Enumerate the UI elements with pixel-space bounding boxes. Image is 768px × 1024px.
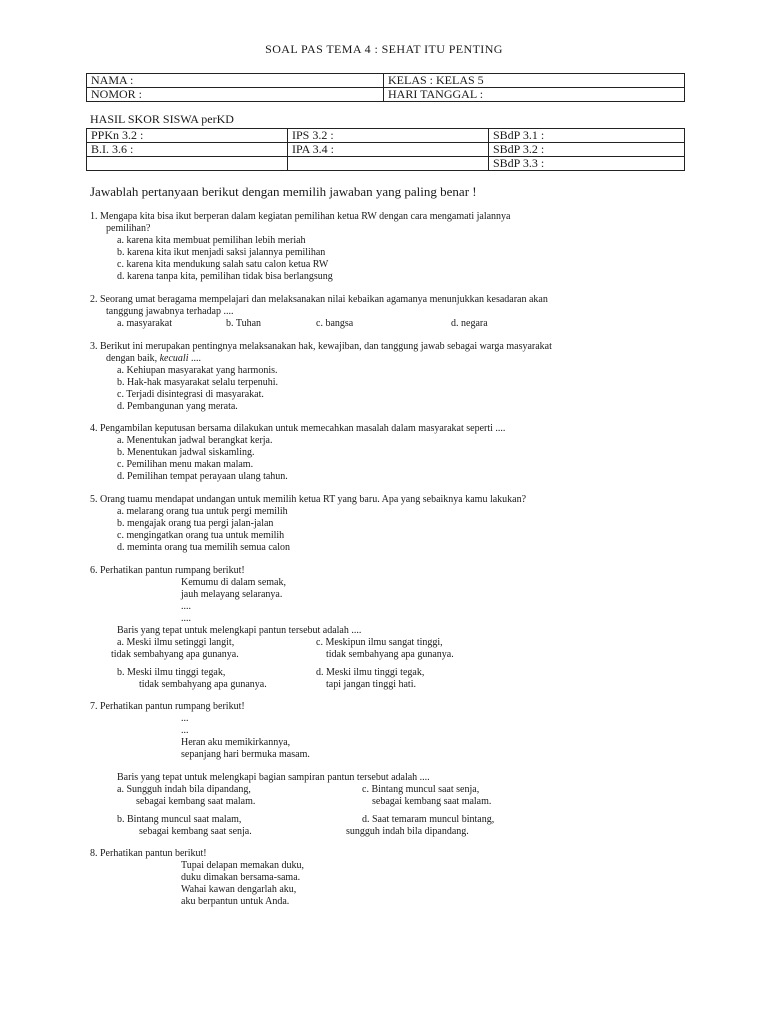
option-b[interactable]: b. karena kita ikut menjadi saksi jalannya pemilihan [117, 247, 326, 258]
option-b[interactable]: b. Meski ilmu tinggi tegak, [117, 667, 226, 678]
table-row [87, 157, 685, 171]
option-c[interactable]: c. Meskipun ilmu sangat tinggi, [316, 637, 443, 648]
score-cell[interactable]: IPS 3.2 : [288, 129, 489, 143]
question-text: 4. Pengambilan keputusan bersama dilakukan untuk memecahkan masalah dalam masyarakat seperti .... [90, 423, 506, 434]
question-text-part: .... [188, 353, 201, 364]
score-cell[interactable] [87, 157, 288, 171]
question-prompt: Baris yang tepat untuk melengkapi bagian sampiran pantun tersebut adalah .... [117, 772, 430, 783]
question-text [106, 353, 201, 365]
option-c[interactable]: c. mengingatkan orang tua untuk memilih [117, 530, 285, 541]
pantun-line: ... [181, 713, 189, 724]
nomor-cell[interactable]: NOMOR : [87, 88, 384, 102]
instruction: Jawablah pertanyaan berikut dengan memilih jawaban yang paling benar ! [90, 184, 477, 199]
table-row [87, 143, 685, 157]
option-d[interactable]: d. negara [451, 318, 488, 329]
option-a[interactable]: a. karena kita membuat pemilihan lebih meriah [117, 235, 306, 246]
score-heading: HASIL SKOR SISWA perKD [90, 112, 234, 126]
score-cell[interactable]: SBdP 3.3 : [489, 157, 685, 171]
score-cell[interactable]: IPA 3.4 : [288, 143, 489, 157]
option-c[interactable]: c. karena kita mendukung salah satu calon ketua RW [117, 259, 329, 270]
kelas-cell[interactable]: KELAS : KELAS 5 [384, 74, 685, 88]
option-d[interactable]: d. meminta orang tua memilih semua calon [117, 542, 291, 553]
option-d[interactable]: d. Pemilihan tempat perayaan ulang tahun. [117, 471, 288, 482]
pantun-line: duku dimakan bersama-sama. [181, 872, 301, 883]
pantun-line: .... [181, 613, 191, 624]
table-row [87, 88, 685, 102]
identity-table [86, 73, 685, 102]
pantun-line: aku berpantun untuk Anda. [181, 896, 290, 907]
option-d[interactable]: d. karena tanpa kita, pemilihan tidak bisa berlangsung [117, 271, 333, 282]
score-cell[interactable]: B.I. 3.6 : [87, 143, 288, 157]
score-cell[interactable]: SBdP 3.2 : [489, 143, 685, 157]
option-a[interactable]: a. masyarakat [117, 318, 172, 329]
score-cell[interactable]: PPKn 3.2 : [87, 129, 288, 143]
pantun-line: jauh melayang selaranya. [181, 589, 283, 600]
option-a[interactable]: a. melarang orang tua untuk pergi memilih [117, 506, 288, 517]
nama-cell[interactable]: NAMA : [87, 74, 384, 88]
option-a[interactable]: a. Kehiupan masyarakat yang harmonis. [117, 365, 278, 376]
option-c[interactable]: c. Terjadi disintegrasi di masyarakat. [117, 389, 264, 400]
question-prompt: Baris yang tepat untuk melengkapi pantun tersebut adalah .... [117, 625, 362, 636]
option-d-line2[interactable]: sungguh indah bila dipandang. [346, 826, 469, 837]
question-text: 8. Perhatikan pantun berikut! [90, 848, 207, 859]
question-text: 6. Perhatikan pantun rumpang berikut! [90, 565, 245, 576]
option-b-line2[interactable]: tidak sembahyang apa gunanya. [139, 679, 267, 690]
option-c[interactable]: c. bangsa [316, 318, 354, 329]
option-d[interactable]: d. Saat temaram muncul bintang, [362, 814, 495, 825]
option-b[interactable]: b. Tuhan [226, 318, 262, 329]
score-cell[interactable]: SBdP 3.1 : [489, 129, 685, 143]
pantun-line: Kemumu di dalam semak, [181, 577, 286, 588]
pantun-line: sepanjang hari bermuka masam. [181, 749, 310, 760]
table-row [87, 74, 685, 88]
question-text: 3. Berikut ini merupakan pentingnya melaksanakan hak, kewajiban, dan tanggung jawab sebagai warga masyarakat [90, 341, 552, 352]
option-c[interactable]: c. Pemilihan menu makan malam. [117, 459, 254, 470]
option-d[interactable]: d. Pembangunan yang merata. [117, 401, 238, 412]
option-b[interactable]: b. Bintang muncul saat malam, [117, 814, 242, 825]
option-c-line2[interactable]: sebagai kembang saat malam. [372, 796, 492, 807]
score-table [86, 128, 685, 171]
pantun-line: ... [181, 725, 189, 736]
option-c[interactable]: c. Bintang muncul saat senja, [362, 784, 480, 795]
question-text: pemilihan? [106, 223, 151, 234]
question-text: 2. Seorang umat beragama mempelajari dan melaksanakan nilai kebaikan agamanya menunjukkan kesadaran akan [90, 294, 548, 305]
pantun-line: .... [181, 601, 191, 612]
option-d[interactable]: d. Meski ilmu tinggi tegak, [316, 667, 425, 678]
question-text: 7. Perhatikan pantun rumpang berikut! [90, 701, 245, 712]
pantun-line: Wahai kawan dengarlah aku, [181, 884, 297, 895]
score-cell[interactable] [288, 157, 489, 171]
document-title: SOAL PAS TEMA 4 : SEHAT ITU PENTING [265, 42, 503, 56]
option-a-line2[interactable]: tidak sembahyang apa gunanya. [111, 649, 239, 660]
option-b[interactable]: b. Hak-hak masyarakat selalu terpenuhi. [117, 377, 279, 388]
pantun-line: Tupai delapan memakan duku, [181, 860, 304, 871]
question-text-part: dengan baik, [106, 353, 160, 364]
table-row [87, 129, 685, 143]
option-b[interactable]: b. mengajak orang tua pergi jalan-jalan [117, 518, 274, 529]
hari-tanggal-cell[interactable]: HARI TANGGAL : [384, 88, 685, 102]
question-text: tanggung jawabnya terhadap .... [106, 306, 234, 317]
option-c-line2[interactable]: tidak sembahyang apa gunanya. [326, 649, 454, 660]
option-b-line2[interactable]: sebagai kembang saat senja. [139, 826, 252, 837]
option-a-line2[interactable]: sebagai kembang saat malam. [136, 796, 256, 807]
option-a[interactable]: a. Sungguh indah bila dipandang, [117, 784, 251, 795]
option-a[interactable]: a. Menentukan jadwal berangkat kerja. [117, 435, 273, 446]
option-b[interactable]: b. Menentukan jadwal siskamling. [117, 447, 255, 458]
emphasis-text: kecuali [159, 353, 189, 364]
pantun-line: Heran aku memikirkannya, [181, 737, 291, 748]
question-text: 5. Orang tuamu mendapat undangan untuk memilih ketua RT yang baru. Apa yang sebaiknya kamu lakukan? [90, 494, 527, 505]
option-a[interactable]: a. Meski ilmu setinggi langit, [117, 637, 235, 648]
question-text: 1. Mengapa kita bisa ikut berperan dalam kegiatan pemilihan ketua RW dengan cara mengamati jalannya [90, 211, 511, 222]
option-d-line2[interactable]: tapi jangan tinggi hati. [326, 679, 416, 690]
